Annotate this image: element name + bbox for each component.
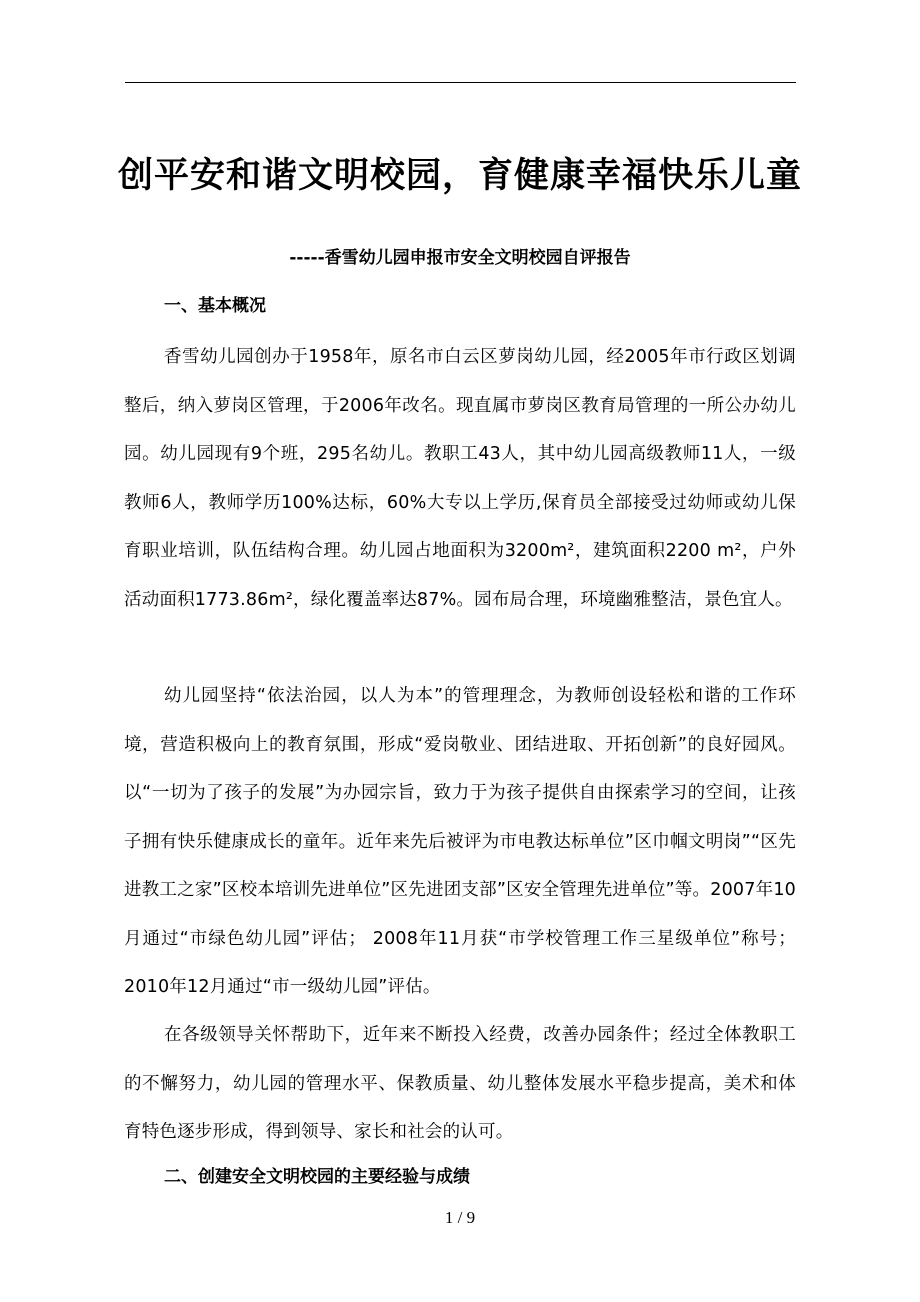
paragraph-development-progress: 在各级领导关怀帮助下，近年来不断投入经费，改善办园条件；经过全体教职工的不懈努力，幼儿园的管理水平、保教质量、幼儿整体发展水平稳步提高，美术和体育特色逐步形成，得到领导、家长和社会的认可。 [124, 1025, 796, 1142]
paragraph-overview-facts: 香雪幼儿园创办于1958年，原名市白云区萝岗幼儿园，经2005年市行政区划调整后，纳入萝岗区管理，于2006年改名。现直属市萝岗区教育局管理的一所公办幼儿园。幼儿园现有9个班，295名幼儿。教职工43人，其中幼儿园高级教师11人，一级教师6人，教师学历100%达标，60%大专以上学历,保育员全部接受过幼师或幼儿保育职业培训，队伍结构合理。幼儿园占地面积为3200m²，建筑面积2200 m²，户外活动面积1773.86m²，绿化覆盖率达87%。园布局合理，环境幽雅整洁，景色宜人。 [124, 347, 796, 610]
document-title: 创平安和谐文明校园，育健康幸福快乐儿童 [117, 156, 802, 196]
page-number: 1 / 9 [444, 1208, 476, 1227]
header-rule [125, 82, 796, 83]
section-heading-experience: 二、创建安全文明校园的主要经验与成绩 [164, 1167, 470, 1187]
document-subtitle: -----香雪幼儿园申报市安全文明校园自评报告 [289, 248, 631, 268]
paragraph-management-philosophy: 幼儿园坚持“依法治园，以人为本”的管理理念，为教师创设轻松和谐的工作环境，营造积极向上的教育氛围，形成“爱岗敬业、团结进取、开拓创新”的良好园风。以“一切为了孩子的发展”为办园宗旨，致力于为孩子提供自由探索学习的空间，让孩子拥有快乐健康成长的童年。近年来先后被评为市电教达标单位”区巾帼文明岗”“区先进教工之家”区校本培训先进单位”区先进团支部”区安全管理先进单位”等。2007年10月通过“市绿色幼儿园”评估； 2008年11月获“市学校管理工作三星级单位”称号；2010年12月通过“市一级幼儿园”评估。 [124, 686, 796, 997]
section-heading-overview: 一、基本概况 [164, 296, 266, 316]
